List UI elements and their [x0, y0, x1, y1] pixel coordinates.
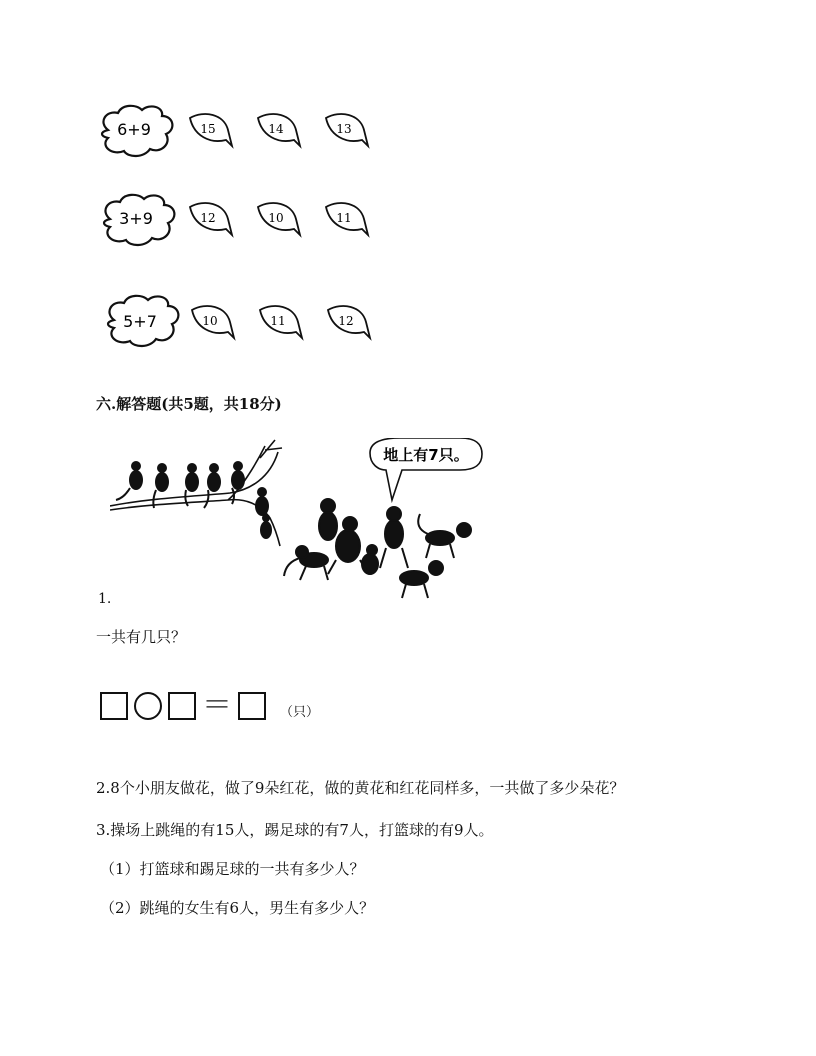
- leaf-2: [258, 114, 300, 146]
- operator-circle[interactable]: [134, 692, 162, 720]
- cloud-row-2: [98, 193, 378, 249]
- leaf-number: 10: [268, 211, 284, 225]
- ground-monkeys: [284, 499, 471, 598]
- tree-branch: [110, 440, 282, 546]
- leaf-1: [190, 114, 232, 146]
- leaf-number: 12: [338, 314, 354, 328]
- question-3-text: 3.操场上跳绳的有15人，踢足球的有7人，打篮球的有9人。: [96, 821, 494, 839]
- answer-box-1[interactable]: [100, 692, 128, 720]
- monkey-illustration: [110, 438, 490, 603]
- cloud-expression: 3+9: [119, 209, 153, 228]
- cloud-shape: [102, 106, 172, 156]
- leaf-3: [328, 306, 370, 338]
- leaf-number: 15: [200, 122, 216, 136]
- cloud-shape: [104, 195, 174, 245]
- equals-sign-icon: ＝: [202, 688, 232, 723]
- speech-bubble-text: 地上有7只。: [383, 446, 469, 464]
- cloud-row-2-drawing: [98, 193, 378, 249]
- question-1-text: 一共有几只？: [96, 628, 187, 646]
- leaf-3: [326, 114, 368, 146]
- cloud-shape: [108, 296, 178, 346]
- question-3-sub-2: （2）跳绳的女生有6人，男生有多少人？: [100, 899, 375, 917]
- answer-box-3[interactable]: [238, 692, 266, 720]
- question-2-text: 2.8个小朋友做花，做了9朵红花，做的黄花和红花同样多，一共做了多少朵花？: [96, 779, 625, 797]
- monkey-illustration-drawing: [110, 438, 490, 603]
- leaf-number: 14: [268, 122, 284, 136]
- cloud-expression: 6+9: [117, 120, 151, 139]
- cloud-row-3: [102, 294, 382, 350]
- speech-bubble: [370, 438, 482, 500]
- leaf-number: 13: [336, 122, 352, 136]
- leaf-1: [190, 203, 232, 235]
- leaf-number: 11: [336, 211, 352, 225]
- cloud-row-1-drawing: [96, 104, 376, 160]
- leaf-2: [258, 203, 300, 235]
- leaf-number: 10: [202, 314, 218, 328]
- unit-label: （只）: [280, 704, 320, 720]
- section-title: 六.解答题(共5题，共18分): [96, 395, 282, 413]
- question-3-sub-1: （1）打篮球和踢足球的一共有多少人？: [100, 860, 365, 878]
- tree-monkeys: [116, 461, 272, 539]
- cloud-expression: 5+7: [123, 312, 157, 331]
- leaf-number: 11: [270, 314, 286, 328]
- cloud-row-1: [96, 104, 376, 160]
- leaf-number: 12: [200, 211, 216, 225]
- leaf-1: [192, 306, 234, 338]
- leaf-3: [326, 203, 368, 235]
- leaf-2: [260, 306, 302, 338]
- answer-equation: [100, 690, 319, 722]
- answer-box-2[interactable]: [168, 692, 196, 720]
- cloud-row-3-drawing: [102, 294, 382, 350]
- question-1-number: 1.: [98, 591, 112, 607]
